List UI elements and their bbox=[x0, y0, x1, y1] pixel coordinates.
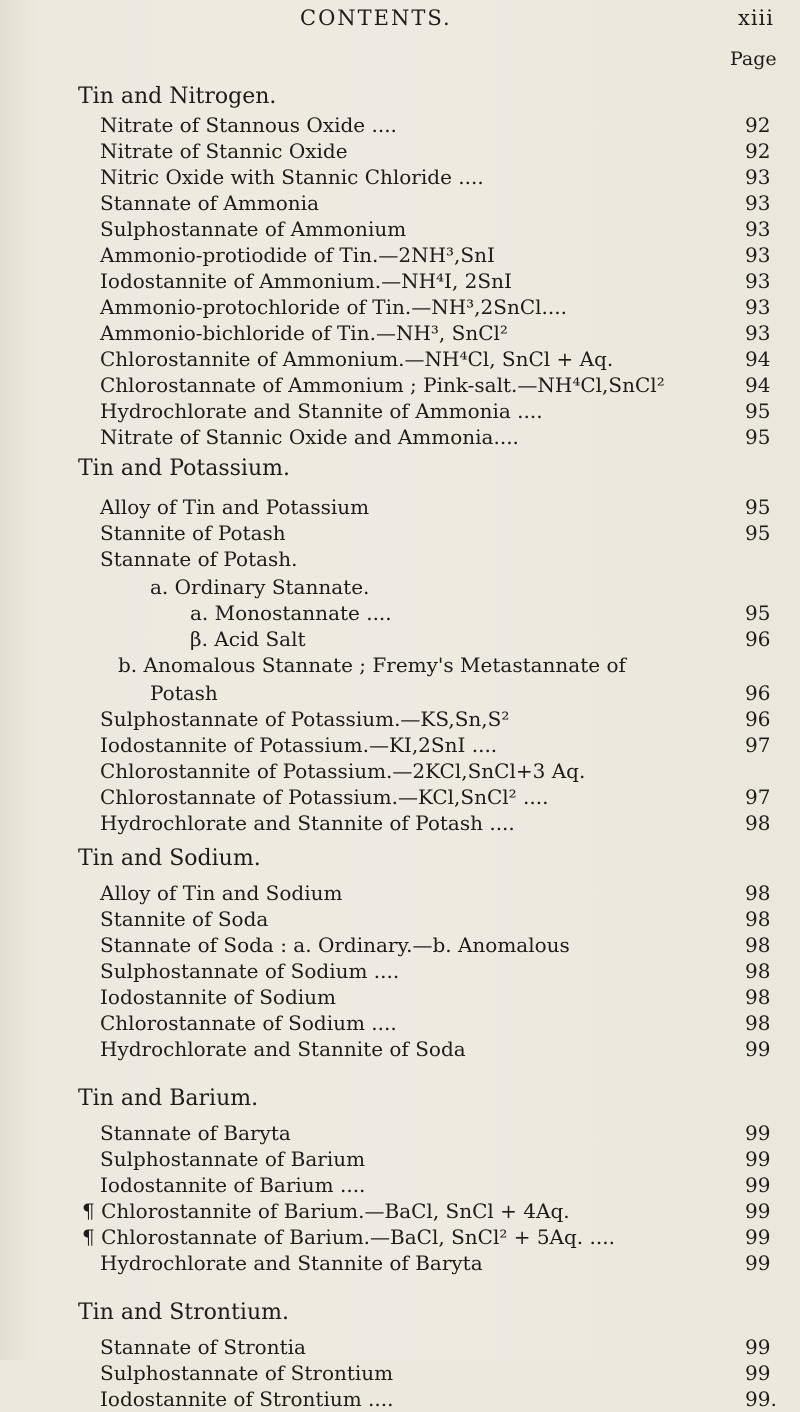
toc-page-number: 94 bbox=[745, 373, 771, 397]
page-header bbox=[0, 6, 800, 38]
section-title: Tin and Nitrogen. bbox=[78, 84, 277, 109]
section-title: Tin and Potassium. bbox=[78, 456, 290, 481]
toc-page-number: 98 bbox=[745, 907, 771, 931]
toc-entry: Stannate of Soda : a. Ordinary.—b. Anomalous bbox=[100, 933, 570, 957]
toc-page-number: 98 bbox=[745, 959, 771, 983]
toc-page-number: 99 bbox=[745, 1251, 771, 1275]
toc-page-number: 98 bbox=[745, 933, 771, 957]
section-title: Tin and Barium. bbox=[78, 1086, 259, 1111]
toc-page-number: 92 bbox=[745, 139, 771, 163]
toc-entry: b. Anomalous Stannate ; Fremy's Metastannate of bbox=[118, 653, 626, 677]
toc-entry: Stannite of Soda bbox=[100, 907, 269, 931]
toc-page-number: 96 bbox=[745, 707, 771, 731]
toc-entry: Iodostannite of Ammonium.—NH⁴I, 2SnI bbox=[100, 269, 512, 293]
toc-page-number: 97 bbox=[745, 785, 771, 809]
toc-page-number: 99 bbox=[745, 1199, 771, 1223]
toc-entry: Ammonio-protiodide of Tin.—2NH³,SnI bbox=[100, 243, 495, 267]
toc-entry: Iodostannite of Potassium.—KI,2SnI .... bbox=[100, 733, 498, 757]
toc-entry: Iodostannite of Strontium .... bbox=[100, 1387, 394, 1411]
toc-entry: Stannate of Strontia bbox=[100, 1335, 306, 1359]
toc-entry: Alloy of Tin and Potassium bbox=[100, 495, 370, 519]
toc-entry: a. Ordinary Stannate. bbox=[150, 575, 370, 599]
toc-entry: Ammonio-protochloride of Tin.—NH³,2SnCl.... bbox=[100, 295, 567, 319]
toc-page-number: 99. bbox=[745, 1387, 777, 1411]
toc-entry: Iodostannite of Barium .... bbox=[100, 1173, 366, 1197]
toc-page-number: 95 bbox=[745, 425, 771, 449]
toc-entry: Nitrate of Stannic Oxide bbox=[100, 139, 348, 163]
toc-entry: Alloy of Tin and Sodium bbox=[100, 881, 343, 905]
section-title: Tin and Sodium. bbox=[78, 846, 261, 871]
toc-entry: Chlorostannite of Ammonium.—NH⁴Cl, SnCl + Aq. bbox=[100, 347, 614, 371]
toc-page-number: 93 bbox=[745, 269, 771, 293]
toc-page-number: 99 bbox=[745, 1121, 771, 1145]
toc-page-number: 93 bbox=[745, 165, 771, 189]
toc-entry: Stannite of Potash bbox=[100, 521, 286, 545]
toc-page-number: 98 bbox=[745, 881, 771, 905]
toc-page-number: 93 bbox=[745, 217, 771, 241]
toc-page-number: 98 bbox=[745, 985, 771, 1009]
toc-page-number: 97 bbox=[745, 733, 771, 757]
toc-page-number: 95 bbox=[745, 521, 771, 545]
toc-page-number: 98 bbox=[745, 811, 771, 835]
toc-page-number: 96 bbox=[745, 681, 771, 705]
running-title: CONTENTS. bbox=[300, 6, 452, 30]
toc-entry: Chlorostannate of Potassium.—KCl,SnCl² .... bbox=[100, 785, 549, 809]
page-column-label: Page bbox=[730, 48, 777, 70]
toc-page-number: 99 bbox=[745, 1335, 771, 1359]
toc-page-number: 94 bbox=[745, 347, 771, 371]
toc-entry: a. Monostannate .... bbox=[190, 601, 392, 625]
toc-page-number: 99 bbox=[745, 1225, 771, 1249]
toc-page-number: 93 bbox=[745, 295, 771, 319]
toc-entry: Chlorostannite of Potassium.—2KCl,SnCl+3 Aq. bbox=[100, 759, 586, 783]
toc-entry: Stannate of Potash. bbox=[100, 547, 298, 571]
toc-entry: ¶ Chlorostannite of Barium.—BaCl, SnCl + 4Aq. bbox=[82, 1199, 570, 1223]
toc-page-number: 99 bbox=[745, 1173, 771, 1197]
toc-entry: Hydrochlorate and Stannite of Baryta bbox=[100, 1251, 483, 1275]
toc-entry: ¶ Chlorostannate of Barium.—BaCl, SnCl² + 5Aq. .... bbox=[82, 1225, 615, 1249]
toc-entry: Iodostannite of Sodium bbox=[100, 985, 336, 1009]
toc-entry: Hydrochlorate and Stannite of Ammonia .... bbox=[100, 399, 543, 423]
toc-entry: Sulphostannate of Ammonium bbox=[100, 217, 407, 241]
toc-page-number: 95 bbox=[745, 399, 771, 423]
toc-entry: Chlorostannate of Sodium .... bbox=[100, 1011, 397, 1035]
toc-page-number: 93 bbox=[745, 321, 771, 345]
toc-entry: Hydrochlorate and Stannite of Potash .... bbox=[100, 811, 515, 835]
toc-entry: Stannate of Baryta bbox=[100, 1121, 291, 1145]
toc-entry: Stannate of Ammonia bbox=[100, 191, 319, 215]
toc-page-number: 98 bbox=[745, 1011, 771, 1035]
toc-page-number: 99 bbox=[745, 1037, 771, 1061]
toc-page-number: 95 bbox=[745, 495, 771, 519]
toc-entry: Nitric Oxide with Stannic Chloride .... bbox=[100, 165, 484, 189]
toc-page-number: 95 bbox=[745, 601, 771, 625]
toc-entry: Sulphostannate of Barium bbox=[100, 1147, 366, 1171]
toc-page-number: 99 bbox=[745, 1361, 771, 1385]
toc-entry: β. Acid Salt bbox=[190, 627, 306, 651]
toc-entry: Hydrochlorate and Stannite of Soda bbox=[100, 1037, 466, 1061]
toc-entry: Sulphostannate of Strontium bbox=[100, 1361, 394, 1385]
toc-entry: Chlorostannate of Ammonium ; Pink-salt.—NH⁴Cl,SnCl² bbox=[100, 373, 665, 397]
toc-page-number: 93 bbox=[745, 243, 771, 267]
toc-entry: Ammonio-bichloride of Tin.—NH³, SnCl² bbox=[100, 321, 508, 345]
page-number: xiii bbox=[738, 6, 774, 30]
toc-page-number: 96 bbox=[745, 627, 771, 651]
toc-entry: Sulphostannate of Sodium .... bbox=[100, 959, 400, 983]
toc-page-number: 99 bbox=[745, 1147, 771, 1171]
toc-entry: Potash bbox=[150, 681, 218, 705]
toc-entry: Nitrate of Stannic Oxide and Ammonia.... bbox=[100, 425, 519, 449]
toc-entry: Sulphostannate of Potassium.—KS,Sn,S² bbox=[100, 707, 510, 731]
toc-entry: Nitrate of Stannous Oxide .... bbox=[100, 113, 397, 137]
toc-page-number: 92 bbox=[745, 113, 771, 137]
section-title: Tin and Strontium. bbox=[78, 1300, 289, 1325]
toc-page-number: 93 bbox=[745, 191, 771, 215]
